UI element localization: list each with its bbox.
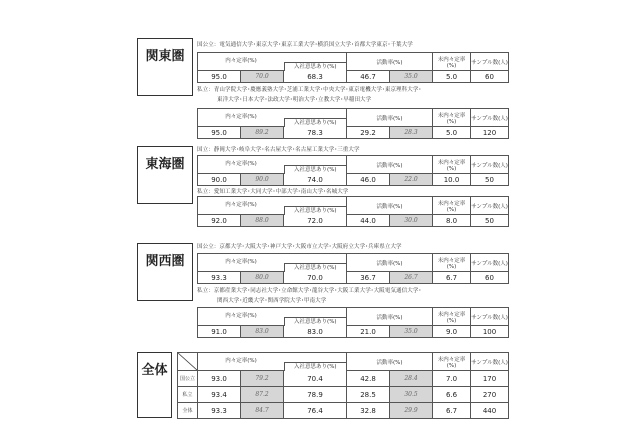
- stats-table-kanto-national: [197, 52, 509, 83]
- value-minaitei: 6.7: [433, 403, 471, 419]
- row-label: 国公立: [178, 371, 198, 387]
- value-katsudo-prev: 29.9: [390, 403, 433, 419]
- value-katsudo: 42.8: [347, 371, 390, 387]
- header-naitei: 内々定率(%) 入社意思あり(%): [198, 254, 347, 272]
- value-sample: 270: [471, 387, 509, 403]
- value-sample: 60: [471, 71, 509, 83]
- value-naitei-prev: 89.2: [241, 127, 284, 139]
- value-minaitei: 5.0: [433, 71, 471, 83]
- value-minaitei: 6.7: [433, 272, 471, 284]
- region-label-tokai: 東海圏: [137, 146, 193, 204]
- region-label-overall: 全体: [137, 352, 172, 418]
- value-sample: 50: [471, 215, 509, 227]
- value-katsudo-prev: 22.0: [390, 174, 433, 186]
- value-katsudo-prev: 28.4: [390, 371, 433, 387]
- value-naitei: 93.3: [198, 403, 241, 419]
- header-sample: サンプル数(人): [471, 254, 509, 272]
- header-naitei: 内々定率(%) 入社意思あり(%): [198, 308, 347, 326]
- header-minaitei: 未内々定率(%): [433, 109, 471, 127]
- header-katsudo: 活動率(%): [347, 254, 433, 272]
- value-naitei: 93.0: [198, 371, 241, 387]
- table-row: [178, 371, 509, 387]
- value-nyusha: 74.0: [284, 174, 347, 186]
- header-naitei: 内々定率(%) 入社意思あり(%): [198, 353, 347, 371]
- value-naitei: 93.3: [198, 272, 241, 284]
- row-label: 全体: [178, 403, 198, 419]
- header-sample: サンプル数(人): [471, 197, 509, 215]
- row-label: 私立: [178, 387, 198, 403]
- value-nyusha: 72.0: [284, 215, 347, 227]
- value-sample: 120: [471, 127, 509, 139]
- value-nyusha: 78.3: [284, 127, 347, 139]
- header-sample: サンプル数(人): [471, 308, 509, 326]
- value-nyusha: 70.4: [284, 371, 347, 387]
- value-naitei-prev: 70.0: [241, 71, 284, 83]
- header-nyusha: 入社意思あり(%): [284, 118, 347, 127]
- value-nyusha: 68.3: [284, 71, 347, 83]
- value-minaitei: 9.0: [433, 326, 471, 338]
- value-naitei: 95.0: [198, 71, 241, 83]
- header-nyusha: 入社意思あり(%): [284, 165, 347, 174]
- value-naitei: 93.4: [198, 387, 241, 403]
- university-list-tokai-national: 国立：静岡大学･岐阜大学･名古屋大学･名古屋工業大学･三重大学: [197, 147, 360, 153]
- header-nyusha: 入社意思あり(%): [284, 263, 347, 272]
- value-minaitei: 7.0: [433, 371, 471, 387]
- value-katsudo-prev: 35.0: [390, 71, 433, 83]
- value-minaitei: 8.0: [433, 215, 471, 227]
- header-katsudo: 活動率(%): [347, 308, 433, 326]
- value-katsudo: 36.7: [347, 272, 390, 284]
- header-naitei: 内々定率(%) 入社意思あり(%): [198, 197, 347, 215]
- value-naitei: 92.0: [198, 215, 241, 227]
- university-list-kansai-private-2: 関西大学･近畿大学･関西学院大学･甲南大学: [217, 298, 327, 304]
- value-naitei-prev: 83.0: [241, 326, 284, 338]
- value-nyusha: 70.0: [284, 272, 347, 284]
- stats-table-kanto-private: [197, 108, 509, 139]
- corner-diagonal-cell: [178, 353, 198, 371]
- value-naitei-prev: 79.2: [241, 371, 284, 387]
- value-katsudo: 44.0: [347, 215, 390, 227]
- header-nyusha: 入社意思あり(%): [284, 317, 347, 326]
- header-naitei: 内々定率(%) 入社意思あり(%): [198, 53, 347, 71]
- value-naitei: 91.0: [198, 326, 241, 338]
- value-minaitei: 5.0: [433, 127, 471, 139]
- value-nyusha: 76.4: [284, 403, 347, 419]
- value-naitei: 95.0: [198, 127, 241, 139]
- header-minaitei: 未内々定率(%): [433, 197, 471, 215]
- table-row: [198, 272, 509, 284]
- university-list-kansai-private: 私立：京都産業大学･同志社大学･立命館大学･龍谷大学･大阪工業大学･大阪電気通信大学･: [197, 288, 422, 294]
- table-row: [198, 326, 509, 338]
- header-sample: サンプル数(人): [471, 353, 509, 371]
- diagonal-line-icon: [178, 353, 198, 371]
- value-naitei-prev: 87.2: [241, 387, 284, 403]
- table-row: [198, 127, 509, 139]
- header-katsudo: 活動率(%): [347, 197, 433, 215]
- header-katsudo: 活動率(%): [347, 53, 433, 71]
- university-list-kanto-private: 私立：青山学院大学･慶應義塾大学･芝浦工業大学･中央大学･東京電機大学･東京理科大学･: [197, 87, 422, 93]
- header-naitei: 内々定率(%) 入社意思あり(%): [198, 156, 347, 174]
- value-katsudo: 21.0: [347, 326, 390, 338]
- value-katsudo-prev: 30.0: [390, 215, 433, 227]
- header-katsudo: 活動率(%): [347, 156, 433, 174]
- value-minaitei: 6.6: [433, 387, 471, 403]
- header-katsudo: 活動率(%): [347, 353, 433, 371]
- value-naitei-prev: 80.0: [241, 272, 284, 284]
- value-naitei-prev: 88.0: [241, 215, 284, 227]
- value-katsudo-prev: 26.7: [390, 272, 433, 284]
- value-katsudo: 28.5: [347, 387, 390, 403]
- university-list-tokai-private: 私立：愛知工業大学･大同大学･中部大学･南山大学･名城大学: [197, 189, 349, 195]
- table-row: [178, 403, 509, 419]
- region-label-kanto: 関東圏: [137, 38, 193, 96]
- value-naitei-prev: 84.7: [241, 403, 284, 419]
- stats-table-kansai-private: [197, 307, 509, 338]
- value-minaitei: 10.0: [433, 174, 471, 186]
- header-minaitei: 未内々定率(%): [433, 308, 471, 326]
- value-katsudo-prev: 35.0: [390, 326, 433, 338]
- header-katsudo: 活動率(%): [347, 109, 433, 127]
- header-nyusha: 入社意思あり(%): [284, 362, 347, 371]
- table-row: [178, 387, 509, 403]
- university-list-kansai-national: 国公立：京都大学･大阪大学･神戸大学･大阪市立大学･大阪府立大学･兵庫県立大学: [197, 244, 402, 250]
- value-sample: 50: [471, 174, 509, 186]
- stats-table-tokai-private: [197, 196, 509, 227]
- header-nyusha: 入社意思あり(%): [284, 62, 347, 71]
- value-katsudo-prev: 30.5: [390, 387, 433, 403]
- table-row: [198, 174, 509, 186]
- university-list-kanto-national: 国公立：電気通信大学･東京大学･東京工業大学･横浜国立大学･首都大学東京･千葉大学: [197, 42, 413, 48]
- value-sample: 170: [471, 371, 509, 387]
- value-nyusha: 83.0: [284, 326, 347, 338]
- table-row: [198, 215, 509, 227]
- value-katsudo: 32.8: [347, 403, 390, 419]
- header-sample: サンプル数(人): [471, 156, 509, 174]
- header-sample: サンプル数(人): [471, 53, 509, 71]
- value-naitei-prev: 90.0: [241, 174, 284, 186]
- header-minaitei: 未内々定率(%): [433, 53, 471, 71]
- value-katsudo: 46.7: [347, 71, 390, 83]
- value-sample: 60: [471, 272, 509, 284]
- stats-table-tokai-national: [197, 155, 509, 186]
- value-nyusha: 78.9: [284, 387, 347, 403]
- university-list-kanto-private-2: 東洋大学･日本大学･法政大学･明治大学･立教大学･早稲田大学: [217, 97, 372, 103]
- table-row: [198, 71, 509, 83]
- header-sample: サンプル数(人): [471, 109, 509, 127]
- header-minaitei: 未内々定率(%): [433, 353, 471, 371]
- header-nyusha: 入社意思あり(%): [284, 206, 347, 215]
- region-label-kansai: 関西圏: [137, 243, 193, 301]
- value-katsudo: 46.0: [347, 174, 390, 186]
- header-minaitei: 未内々定率(%): [433, 156, 471, 174]
- value-katsudo-prev: 28.3: [390, 127, 433, 139]
- value-sample: 440: [471, 403, 509, 419]
- stats-table-kansai-national: [197, 253, 509, 284]
- value-katsudo: 29.2: [347, 127, 390, 139]
- header-naitei: 内々定率(%) 入社意思あり(%): [198, 109, 347, 127]
- header-minaitei: 未内々定率(%): [433, 254, 471, 272]
- stats-table-overall: [177, 352, 509, 419]
- value-naitei: 90.0: [198, 174, 241, 186]
- value-sample: 100: [471, 326, 509, 338]
